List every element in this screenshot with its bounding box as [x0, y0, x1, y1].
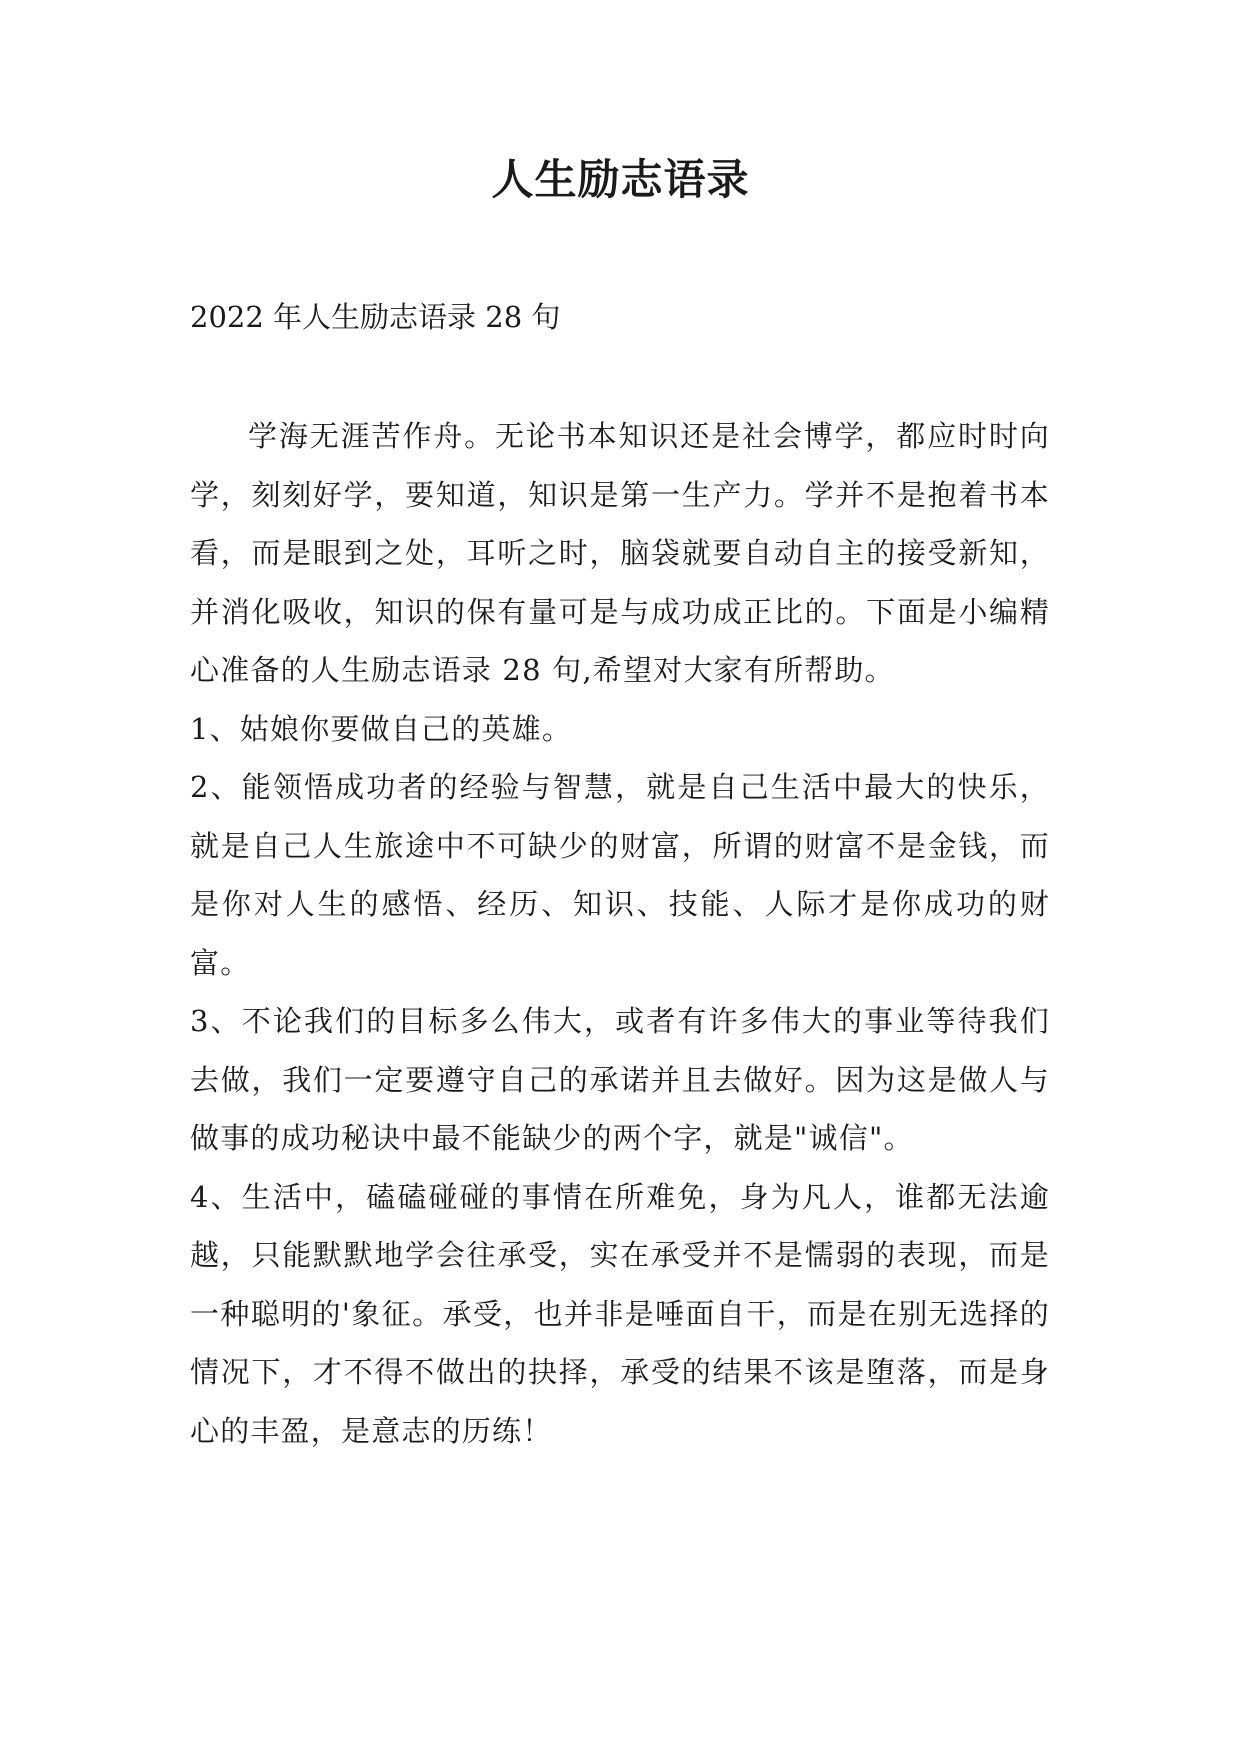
document-title: 人生励志语录	[491, 155, 750, 204]
document-subtitle: 2022 年人生励志语录 28 句	[190, 300, 561, 334]
quote-item-4: 4、生活中，磕磕碰碰的事情在所难免，身为凡人，谁都无法逾越，只能默默地学会往承受，实在承受并不是懦弱的表现，而是一种聪明的'象征。承受，也并非是唾面自干，而是在别无选择的情况下，才不得不做出的抉择，承受的结果不该是堕落，而是身心的丰盈，是意志的历练！	[190, 1179, 1050, 1448]
document-body	[190, 407, 1050, 1460]
quote-item-2: 2、能领悟成功者的经验与智慧，就是自己生活中最大的快乐，就是自己人生旅途中不可缺少的财富，所谓的财富不是金钱，而是你对人生的感悟、经历、知识、技能、人际才是你成功的财富。	[190, 770, 1050, 980]
quote-item-1: 1、姑娘你要做自己的英雄。	[190, 711, 573, 746]
quote-item-3: 3、不论我们的目标多么伟大，或者有许多伟大的事业等待我们去做，我们一定要遵守自己的承诺并且去做好。因为这是做人与做事的成功秘诀中最不能缺少的两个字，就是"诚信"。	[190, 1004, 1050, 1155]
intro-paragraph: 学海无涯苦作舟。无论书本知识还是社会博学，都应时时向学，刻刻好学，要知道，知识是第一生产力。学并不是抱着书本看，而是眼到之处，耳听之时，脑袋就要自动自主的接受新知，并消化吸收，知识的保有量可是与成功成正比的。下面是小编精心准备的人生励志语录 28 句,希望对大家有所帮助。	[190, 419, 1050, 687]
